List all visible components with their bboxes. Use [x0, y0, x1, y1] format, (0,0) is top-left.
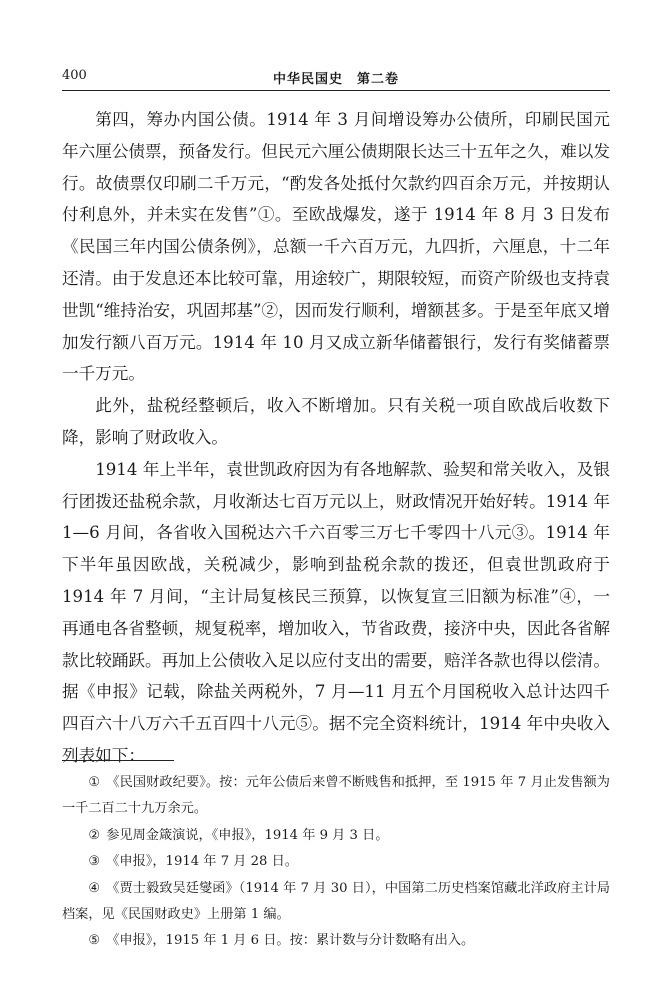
header-rule: [62, 90, 610, 91]
footnote-mark: ③: [88, 854, 101, 870]
footnote: [62, 928, 610, 954]
footnote-mark: ②: [88, 827, 101, 843]
footnote: [62, 823, 610, 849]
page-header: [62, 68, 610, 88]
footnote-mark: ④: [88, 880, 101, 896]
footnote-rule: [62, 760, 174, 761]
paragraph: 1914 年上半年，袁世凯政府因为有各地解款、验契和常关收入，及银行团拨还盐税余款，月收渐达七百万元以上，财政情况开始好转。1914 年 1—6 月间，各省收入国税达六千六百零三万七千零四十八元③。1914 年下半年虽因欧战，关税减少，影响到盐税余款的拨还，但袁世凯政府于 1914 年 7 月间，“主计局复核民三预算，以恢复宣三旧额为标准”④，一再通电各省整顿，规复税率，增加收入，节省政费，接济中央，因此各省解款比较踊跃。再加上公债收入足以应付支出的需要，赔洋各款也得以偿清。据《申报》记载，除盐关两税外，7 月—11 月五个月国税收入总计达四千四百六十八万六千五百四十八元⑤。据不完全资料统计，1914 年中央收入列表如下：: [62, 459, 610, 765]
footnote-mark: ⑤: [88, 933, 101, 949]
running-title: 中华民国史 第二卷: [272, 72, 399, 87]
body-text: [62, 104, 610, 772]
footnote: [62, 876, 610, 929]
paragraph: 第四，筹办内国公债。1914 年 3 月间增设筹办公债所，印刷民国元年六厘公债票，预备发行。但民元六厘公债期限长达三十五年之久，难以发行。故债票仅印刷二千万元，“酌发各处抵付欠款约四百余万元，并按期认付利息外，并未实在发售”①。至欧战爆发，遂于 1914 年 8 月 3 日发布《民国三年内国公债条例》，总额一千六百万元，九四折，六厘息，十二年还清。由于发息还本比较可靠，用途较广，期限较短，而资产阶级也支持袁世凯“维持治安，巩固邦基”②，因而发行顺利，增额甚多。于是至年底又增加发行额八百万元。1914 年 10 月又成立新华储蓄银行，发行有奖储蓄票一千万元。: [62, 110, 610, 384]
footnote-mark: ①: [88, 775, 101, 790]
footnote-text: 《民国财政纪要》。按：元年公债后来曾不断贱售和抵押，至 1915 年 7 月止发售额为一千二百二十九万余元。: [62, 775, 610, 817]
footnotes: [62, 770, 610, 955]
footnote: [62, 770, 610, 823]
footnote-text: 《申报》，1915 年 1 月 6 日。按：累计数与分计数略有出入。: [106, 933, 475, 949]
paragraph: 此外，盐税经整顿后，收入不断增加。只有关税一项自欧战后收数下降，影响了财政收入。: [62, 396, 610, 447]
footnote-text: 参见周金箴演说，《申报》，1914 年 9 月 3 日。: [106, 827, 389, 843]
footnote: [62, 849, 610, 875]
footnote-text: 《贾士毅致吴廷燮函》（1914 年 7 月 30 日），中国第二历史档案馆藏北洋政府主计局档案，见《民国财政史》上册第 1 编。: [62, 880, 610, 923]
footnote-text: 《申报》，1914 年 7 月 28 日。: [106, 854, 298, 870]
page-number: 400: [62, 68, 87, 83]
